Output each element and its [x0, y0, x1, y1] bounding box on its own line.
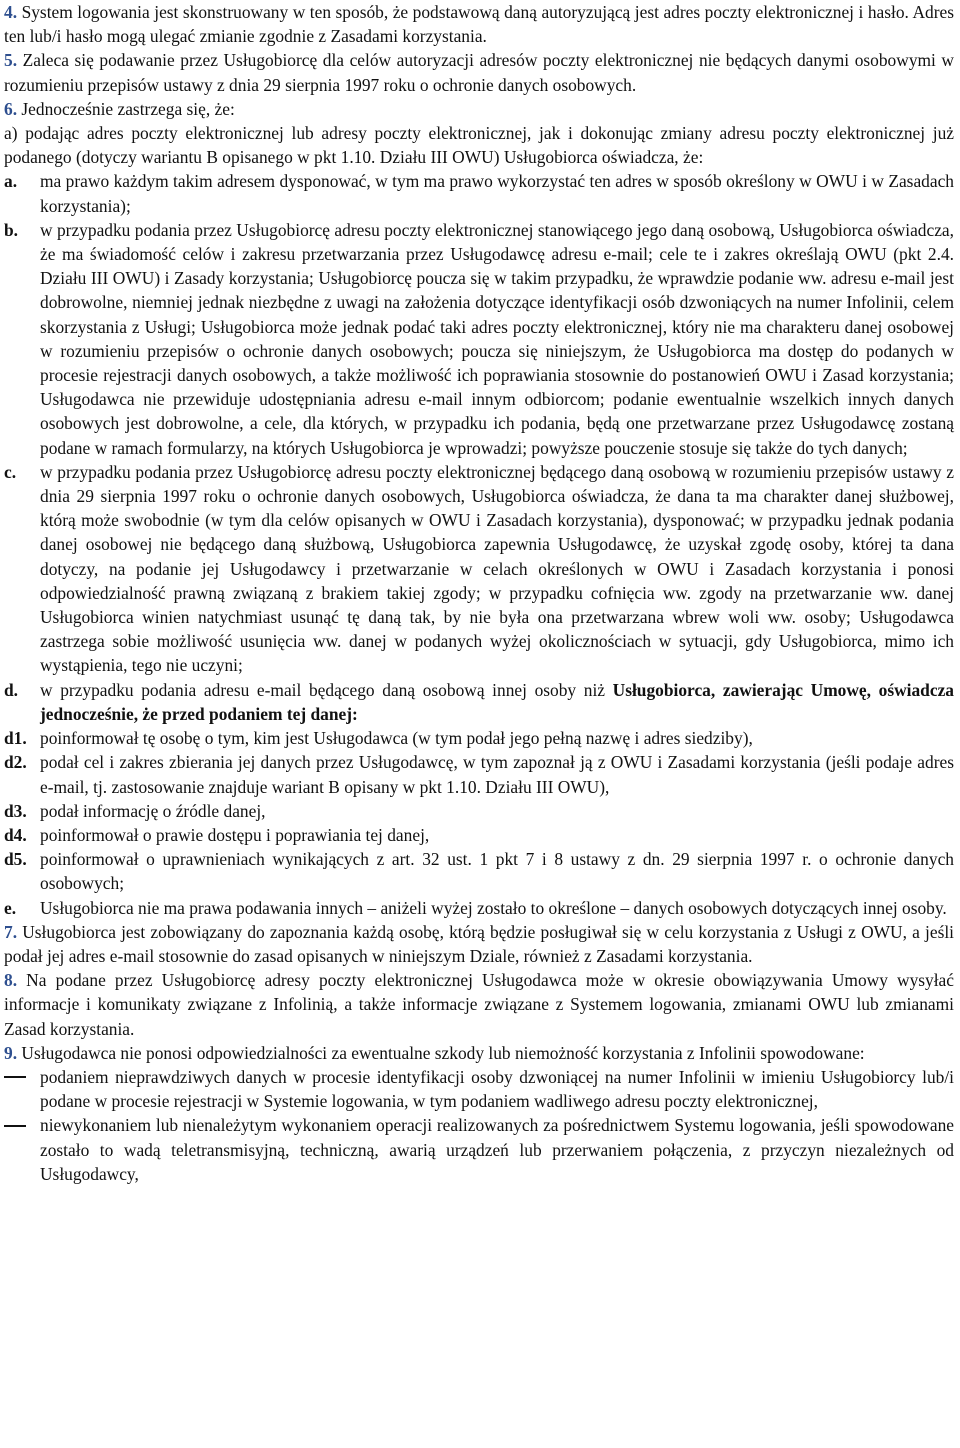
paragraph-number: 6.: [4, 98, 18, 119]
paragraph-number: 4.: [4, 2, 18, 22]
list-label: d3.: [4, 800, 27, 821]
list-item-d2: [4, 750, 954, 798]
paragraph-6: [4, 97, 954, 121]
list-text: ma prawo każdym takim adresem dysponować, w tym ma prawo wykorzystać ten adres w sposób określony w OWU i w Zasadach korzystania);: [40, 171, 954, 216]
paragraph-number: 5.: [4, 50, 18, 71]
list-text: poinformował tę osobę o tym, kim jest Usługodawca (w tym podał jego pełną nazwę i adres siedziby),: [40, 728, 753, 749]
list-text-bold: Usługobiorca, zawierając Umowę, oświadcza jednocześnie, że przed podaniem tej danej:: [40, 679, 954, 724]
list-text-regular: w przypadku podania adresu e-mail będącego daną osobową innej osoby niż: [40, 679, 613, 700]
list-item-c: [4, 460, 954, 678]
paragraph-text: Usługobiorca jest zobowiązany do zapoznania każdą osobę, którą będzie posługiwał się w celu korzystania z Usługi z OWU, a jeśli podał jej adres e-mail stosownie do zasad opisanych w niniejszym Dziale, również z Zasadami korzystania.: [4, 921, 955, 966]
paragraph-text: Usługodawca nie ponosi odpowiedzialności za ewentualne szkody lub niemożność korzystania z Infolinii spowodowane:: [21, 1042, 865, 1063]
paragraph-number: 7.: [4, 921, 18, 942]
list-label: d5.: [4, 849, 27, 870]
list-label: d4.: [4, 824, 27, 845]
dash-item-1: [4, 1065, 954, 1113]
list-item-a: [4, 169, 954, 217]
paragraph-text: Zaleca się podawanie przez Usługobiorcę dla celów autoryzacji adresów poczty elektronicznej nie będących danymi osobowymi w rozumieniu przepisów ustawy z dnia 29 sierpnia 1997 roku o ochronie danych osobowych.: [4, 50, 954, 95]
list-text: podaniem nieprawdziwych danych w procesie identyfikacji osoby dzwoniącej na numer Infolinii w imieniu Usługobiorcy lub/i podane w procesie rejestracji w Systemie logowania, w tym podaniem wadliwego adresu poczty elektronicznej,: [40, 1066, 954, 1112]
list-item-d4: [4, 823, 954, 847]
list-item-e: [4, 896, 954, 920]
list-label: a.: [4, 171, 18, 192]
list-label: c.: [4, 461, 17, 482]
list-text: w przypadku podania przez Usługobiorcę adresu poczty elektronicznej będącego daną osobową w rozumieniu przepisów ustawy z dnia 29 sierpnia 1997 roku o ochronie danych osobowych, Usługobiorca oświadcza, że dana ta ma charakter danej służbowej, którą może swobodnie (w tym dla celów opisanych w OWU i Zasadach korzystania), dysponować; w przypadku jednak podania danej osobowej nie będącego daną służbową, Usługobiorca zapewnia Usługodawcę, że uzyskał zgodę osoby, której ta dana dotyczy, na podanie jej Usługodawcy i przetwarzanie w celach określonych w OWU i Zasadach korzystania i ponosi odpowiedzialność prawną związaną z brakiem takiej zgody; w przypadku cofnięcia ww. zgody na przetwarzanie ww. danej Usługobiorca winien natychmiast usunąć tę daną tak, by nie była ona przetwarzana wbrew woli ww. osoby; Usługodawca zastrzega sobie możliwość usunięcia ww. danej w podanych wyżej okolicznościach w sytuacji, gdy Usługobiorca, mimo ich wystąpienia, tego nie uczyni;: [40, 461, 954, 676]
paragraph-text: Na podane przez Usługobiorcę adresy poczty elektronicznej Usługodawca może w okresie obowiązywania Umowy wysyłać informacje i komunikaty związane z Infolinią, a także informacje związane z Systemem logowania, zmianami OWU lub zmianami Zasad korzystania.: [4, 970, 954, 1039]
dash-item-2: [4, 1113, 954, 1186]
list-label: e.: [4, 897, 17, 918]
list-item-d5: [4, 847, 954, 895]
list-text: podał informację o źródle danej,: [40, 800, 266, 821]
list-text: poinformował o prawie dostępu i poprawiania tej danej,: [40, 824, 430, 845]
paragraph-9: [4, 1041, 954, 1065]
dash-bullet-icon: [4, 1065, 40, 1113]
paragraph-text: Jednocześnie zastrzega się, że:: [21, 98, 235, 119]
list-text: poinformował o uprawnieniach wynikających z art. 32 ust. 1 pkt 7 i 8 ustawy z dn. 29 sierpnia 1997 r. o ochronie danych osobowych;: [40, 849, 954, 894]
paragraph-number: 8.: [4, 970, 18, 991]
paragraph-6-intro: a) podając adres poczty elektronicznej lub adresy poczty elektronicznej, jak i dokonując zmiany adresu poczty elektronicznej już podanego (dotyczy wariantu B opisanego w pkt 1.10. Działu III OWU) Usługobiorca oświadcza, że:: [4, 123, 954, 168]
list-item-d: [4, 678, 954, 726]
list-text: Usługobiorca nie ma prawa podawania innych – aniżeli wyżej zostało to określone – danych osobowych dotyczących innej osoby.: [40, 897, 947, 918]
paragraph-8: [4, 968, 954, 1041]
paragraph-text: System logowania jest skonstruowany w ten sposób, że podstawową daną autoryzującą jest adres poczty elektronicznej i hasło. Adres ten lub/i hasło mogą ulegać zmianie zgodnie z Zasadami korzystania.: [4, 2, 954, 47]
list-item-b: [4, 218, 954, 460]
dash-bullet-icon: [4, 1113, 40, 1186]
list-text: podał cel i zakres zbierania jej danych przez Usługodawcę, w tym zapoznał ją z OWU i Zasadami korzystania (jeśli podaje adres e-mail, tj. zastosowanie znajduje wariant B opisany w pkt 1.10. Działu III OWU),: [40, 752, 954, 797]
list-item-d3: [4, 799, 954, 823]
list-text: [40, 678, 954, 726]
paragraph-7: [4, 920, 954, 968]
list-label: d2.: [4, 752, 27, 773]
list-label: b.: [4, 219, 19, 240]
list-item-d1: [4, 726, 954, 750]
list-text: niewykonaniem lub nienależytym wykonaniem operacji realizowanych za pośrednictwem Systemu logowania, jeśli spowodowane zostało to wadą teletransmisyjną, techniczną, awarią urządzeń lub przerwaniem połączenia, z przyczyn niezależnych od Usługodawcy,: [40, 1115, 954, 1184]
list-label: d1.: [4, 728, 27, 749]
list-label: d.: [4, 679, 19, 700]
paragraph-number: 9.: [4, 1042, 18, 1063]
paragraph-4: [4, 0, 954, 48]
paragraph-5: [4, 48, 954, 96]
list-text: w przypadku podania przez Usługobiorcę adresu poczty elektronicznej stanowiącego jego daną osobową, Usługobiorca oświadcza, że ma świadomość celów i zakresu przetwarzania przez Usługodawcę adresu e-mail; cele te i zakres określają OWU (pkt 2.4. Działu III OWU) i Zasady korzystania; Usługobiorcę poucza się w takim przypadku, że wprawdzie podanie ww. adresu e-mail jest dobrowolne, niemniej jednak niezbędne z uwagi na założenia dotyczące identyfikacji osób dzwoniących na numer Infolinii, celem skorzystania z Usługi; Usługobiorca może jednak podać taki adres poczty elektronicznej, który nie ma charakteru danej osobowej w rozumieniu przepisów o ochronie danych osobowych; poucza się niniejszym, że Usługobiorca ma dostęp do podanych w procesie rejestracji danych osobowych, a także możliwość ich poprawiania stosownie do postanowień OWU i Zasad korzystania; Usługodawca nie przewiduje udostępniania adresu e-mail innym odbiorcom; podanie ewentualnie wszelkich innych danych osobowych jest dobrowolne, a cele, dla których, w przypadku ich podania, będą one przetwarzane przez Usługodawcę zostaną podane w ramach formularzy, na których Usługobiorca je wprowadzi; powyższe pouczenie stosuje się także do tych danych;: [40, 219, 954, 458]
